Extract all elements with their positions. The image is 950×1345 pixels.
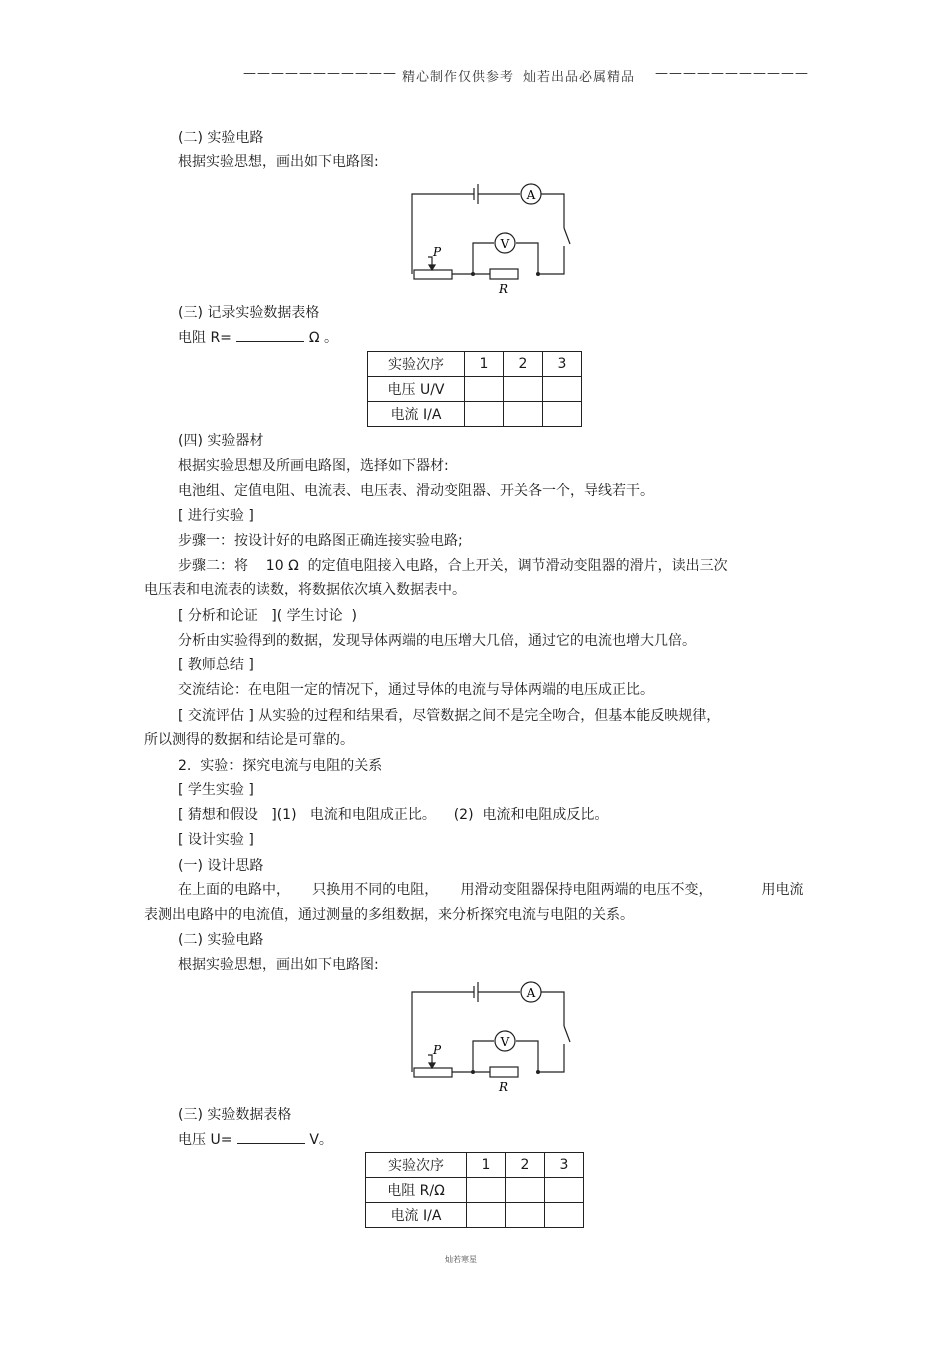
sec1-eval-b: 所以测得的数据和结论是可靠的。 xyxy=(144,732,354,748)
table-cell: 2 xyxy=(504,352,543,377)
data-table-2 xyxy=(365,1152,584,1228)
sec1-equip-list: 电池组、定值电阻、电流表、电压表、滑动变阻器、开关各一个，导线若干。 xyxy=(178,483,654,499)
resistance-blank xyxy=(236,329,304,342)
table-cell: 3 xyxy=(543,352,582,377)
sec2-hypothesis: [ 猜想和假设 ](1) 电流和电阻成正比。 (2) 电流和电阻成反比。 xyxy=(178,807,609,823)
sec1-equip-title: (四) 实验器材 xyxy=(178,433,264,449)
table-cell: 电流 I/A xyxy=(366,1203,467,1228)
table-cell-empty[interactable] xyxy=(543,377,582,402)
sec2-idea-title: (一) 设计思路 xyxy=(178,858,264,874)
sec2-table-title: (三) 实验数据表格 xyxy=(178,1107,292,1123)
table-cell: 1 xyxy=(465,352,504,377)
table-cell-empty[interactable] xyxy=(504,402,543,427)
table-cell-empty[interactable] xyxy=(545,1203,584,1228)
table-cell-empty[interactable] xyxy=(467,1178,506,1203)
table-cell-empty[interactable] xyxy=(504,377,543,402)
slider-label: P xyxy=(433,245,442,259)
circuit-diagram-1 xyxy=(398,180,578,298)
table-cell-empty[interactable] xyxy=(506,1203,545,1228)
sec1-circuit-intro: 根据实验思想，画出如下电路图: xyxy=(178,154,379,170)
header-right-dashes: ——————————— xyxy=(655,66,809,81)
table-cell-empty[interactable] xyxy=(543,402,582,427)
header-text-b: 灿若出品必属精品 xyxy=(523,70,636,85)
table-cell: 1 xyxy=(467,1153,506,1178)
table-row xyxy=(366,1203,584,1228)
sec1-eval-a: [ 交流评估 ] 从实验的过程和结果看，尽管数据之间不是完全吻合，但基本能反映规律， xyxy=(178,708,721,724)
resistance-suffix: Ω 。 xyxy=(308,330,338,346)
sec1-analysis-text: 分析由实验得到的数据，发现导体两端的电压增大几倍，通过它的电流也增大几倍。 xyxy=(178,633,696,649)
sec1-conclusion: 交流结论：在电阻一定的情况下，通过导体的电流与导体两端的电压成正比。 xyxy=(178,682,654,698)
table-cell: 2 xyxy=(506,1153,545,1178)
resistor-label: R xyxy=(499,282,509,296)
sec1-step1: 步骤一：按设计好的电路图正确连接实验电路; xyxy=(178,533,463,549)
table-row xyxy=(368,402,582,427)
table-cell: 3 xyxy=(545,1153,584,1178)
ammeter-label: A xyxy=(526,188,536,202)
table-cell: 电流 I/A xyxy=(368,402,465,427)
voltmeter-label: V xyxy=(500,1035,510,1049)
resistor-label: R xyxy=(499,1080,509,1094)
ammeter-label: A xyxy=(526,986,536,1000)
sec2-design: [ 设计实验 ] xyxy=(178,832,254,848)
sec2-circuit-title: (二) 实验电路 xyxy=(178,932,264,948)
table-cell-empty[interactable] xyxy=(465,377,504,402)
table-cell: 电阻 R/Ω xyxy=(366,1178,467,1203)
page-footer: 灿若寒星 xyxy=(445,1255,477,1264)
slider-label: P xyxy=(433,1043,442,1057)
voltage-blank xyxy=(237,1131,305,1144)
sec1-circuit-title: (二) 实验电路 xyxy=(178,130,264,146)
circuit-diagram-2 xyxy=(398,978,578,1096)
table-cell-empty[interactable] xyxy=(467,1203,506,1228)
sec1-resistance-line xyxy=(178,329,338,347)
table-cell-empty[interactable] xyxy=(545,1178,584,1203)
sec1-analysis-title: [ 分析和论证 ]( 学生讨论 ) xyxy=(178,608,357,624)
table-cell: 电压 U/V xyxy=(368,377,465,402)
data-table-1 xyxy=(367,351,582,427)
header-left-dashes: ——————————— xyxy=(243,66,397,81)
sec1-summary-title: [ 教师总结 ] xyxy=(178,657,254,673)
sec2-student-exp: [ 学生实验 ] xyxy=(178,782,254,798)
sec2-idea-b: 表测出电路中的电流值，通过测量的多组数据，来分析探究电流与电阻的关系。 xyxy=(144,907,634,923)
sec1-proc-title: [ 进行实验 ] xyxy=(178,508,254,524)
table-cell: 实验次序 xyxy=(366,1153,467,1178)
sec2-idea-a: 在上面的电路中， 只换用不同的电阻， 用滑动变阻器保持电阻两端的电压不变， 用电流 xyxy=(178,882,804,898)
table-row xyxy=(366,1178,584,1203)
sec2-circuit-intro: 根据实验思想，画出如下电路图: xyxy=(178,957,379,973)
sec1-table-title: (三) 记录实验数据表格 xyxy=(178,305,320,321)
table-row xyxy=(368,352,582,377)
voltage-suffix: V。 xyxy=(309,1132,333,1148)
sec1-equip-intro: 根据实验思想及所画电路图，选择如下器材: xyxy=(178,458,449,474)
voltmeter-label: V xyxy=(500,237,510,251)
table-cell-empty[interactable] xyxy=(506,1178,545,1203)
table-row xyxy=(366,1153,584,1178)
table-row xyxy=(368,377,582,402)
table-cell-empty[interactable] xyxy=(465,402,504,427)
resistance-prefix: 电阻 R= xyxy=(178,330,232,346)
sec2-voltage-line xyxy=(178,1131,333,1149)
voltage-prefix: 电压 U= xyxy=(178,1132,233,1148)
header-text-a: 精心制作仅供参考 xyxy=(402,70,515,85)
sec2-exp-title: 2. 实验：探究电流与电阻的关系 xyxy=(178,758,383,774)
sec1-step2-a: 步骤二：将 10 Ω 的定值电阻接入电路，合上开关，调节滑动变阻器的滑片，读出三次 xyxy=(178,558,728,574)
table-cell: 实验次序 xyxy=(368,352,465,377)
sec1-step2-b: 电压表和电流表的读数，将数据依次填入数据表中。 xyxy=(144,582,466,598)
